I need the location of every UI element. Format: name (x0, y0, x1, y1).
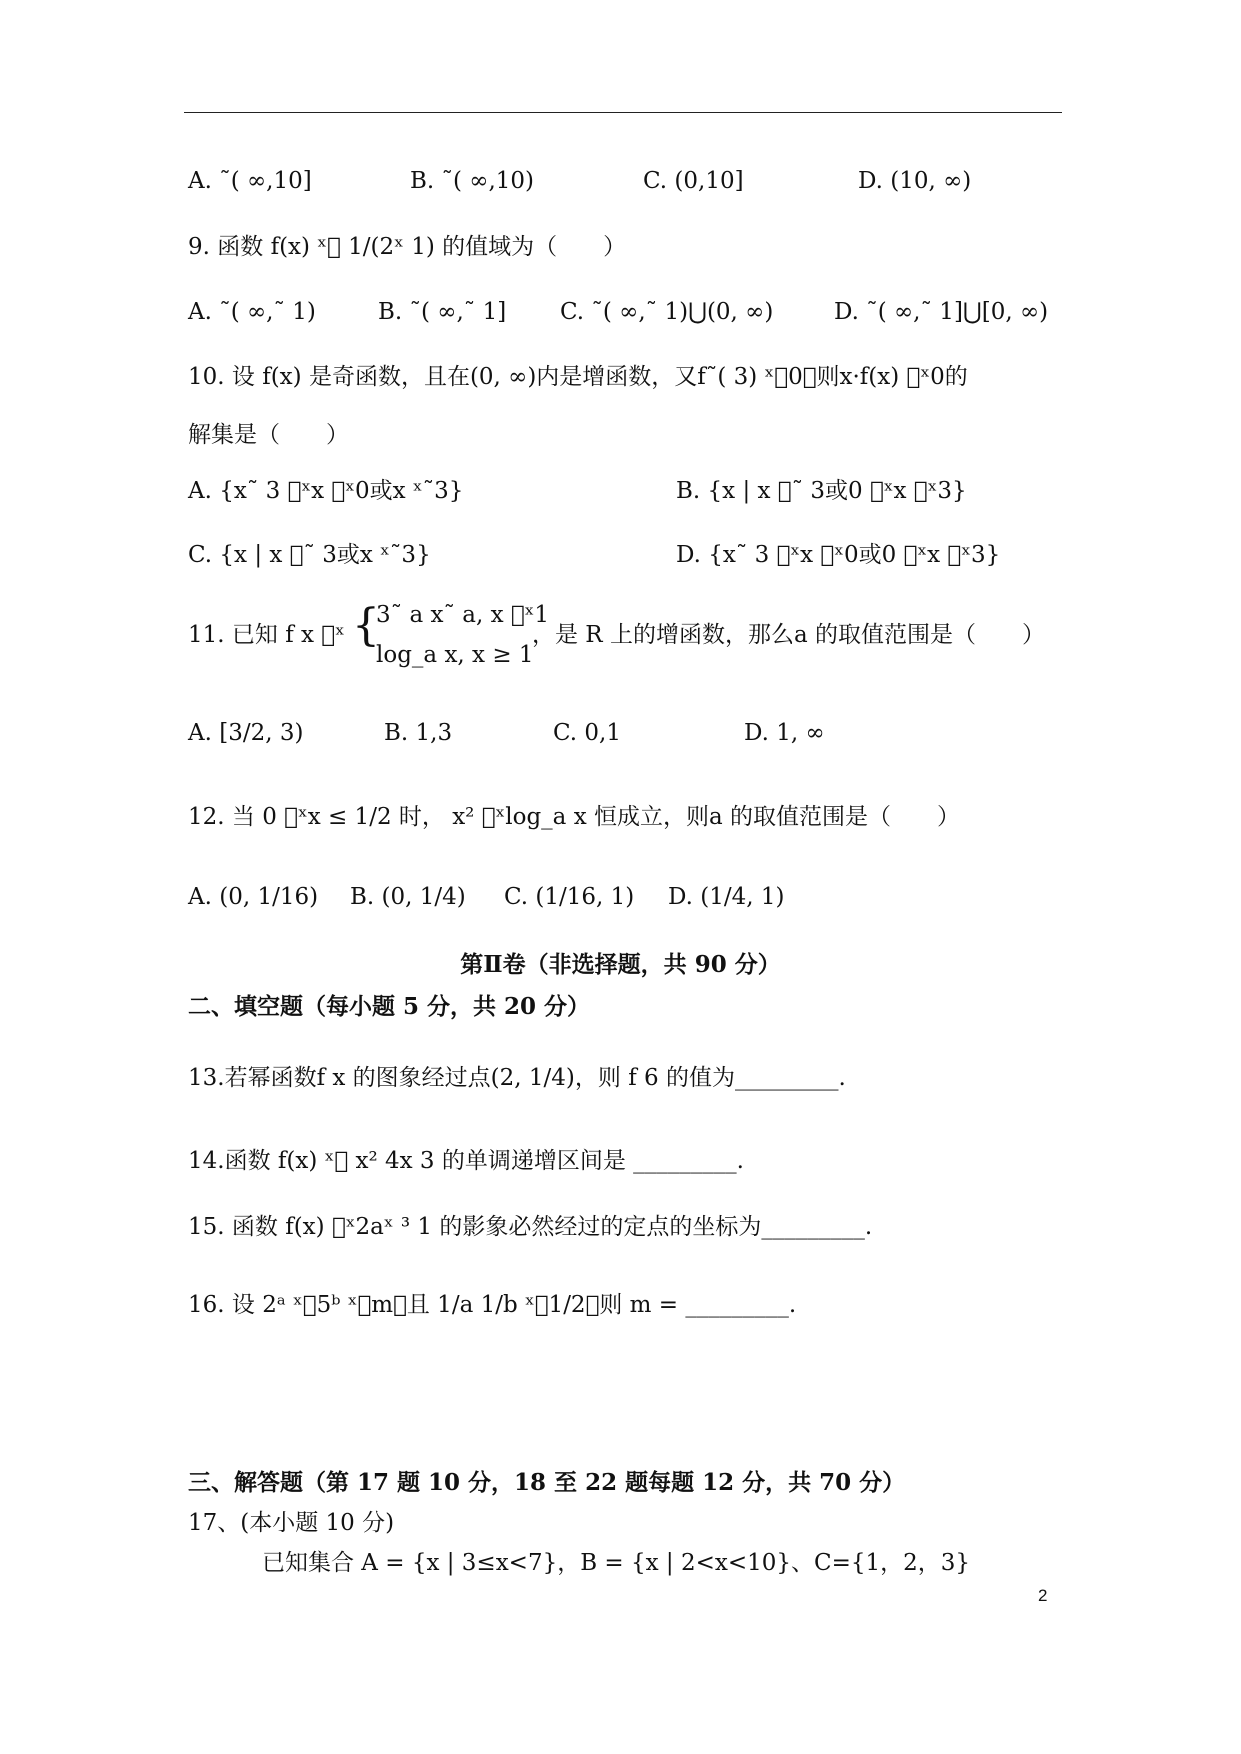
q11-case-2: log_a x, x ≥ 1 (376, 642, 534, 668)
q8-option-a: A. ˜( ∞,10] (188, 168, 312, 194)
q9-option-a: A. ˜( ∞,˜ 1) (188, 299, 316, 325)
q12-option-d: D. (1/4, 1) (668, 884, 785, 910)
q12-option-b: B. (0, 1/4) (350, 884, 466, 910)
q10-option-b: B. {x | x ᪰˜ 3或0 ᪰ˣx ᪰ˣ3} (676, 478, 967, 504)
question-12: 12. 当 0 ᪰ˣx ≤ 1/2 时， x² ᪰ˣlog_a x 恒成立，则a 的取值范围是（ ） (188, 804, 961, 830)
q11-case-1: 3˜ a x˜ a, x ᪰ˣ1 (376, 602, 550, 628)
q9-option-d: D. ˜( ∞,˜ 1]⋃[0, ∞) (834, 299, 1049, 325)
q8-option-b: B. ˜( ∞,10) (410, 168, 535, 194)
q11-option-c: C. 0,1 (553, 720, 621, 746)
question-14: 14.函数 f(x) ˣ᪰ x² 4x 3 的单调递增区间是 _________. (188, 1148, 744, 1174)
question-11-prefix: 11. 已知 f x ᪰ˣ (188, 622, 345, 648)
q9-option-c: C. ˜( ∞,˜ 1)⋃(0, ∞) (560, 299, 774, 325)
q8-option-d: D. (10, ∞) (858, 168, 972, 194)
section-3-heading: 三、解答题（第 17 题 10 分，18 至 22 题每题 12 分，共 70 分） (188, 1469, 906, 1496)
question-16: 16. 设 2ᵃ ˣ᪰5ᵇ ˣ᪰m，且 1/a 1/b ˣ᪰1/2，则 m = _________. (188, 1292, 797, 1318)
section-2-heading: 二、填空题（每小题 5 分，共 20 分） (188, 993, 591, 1020)
q10-option-a: A. {x˜ 3 ᪰ˣx ᪰ˣ0或x ˣ˜3} (188, 478, 464, 504)
question-9: 9. 函数 f(x) ˣ᪰ 1/(2ˣ 1) 的值域为（ ） (188, 234, 627, 260)
question-10-line1: 10. 设 f(x) 是奇函数，且在(0, ∞)内是增函数，又f˜( 3) ˣ᪰0，则x·f(x) ᪰ˣ0的 (188, 364, 968, 390)
question-10-line2: 解集是（ ） (188, 422, 349, 448)
q8-option-c: C. (0,10] (643, 168, 744, 194)
q11-option-b: B. 1,3 (384, 720, 453, 746)
q11-option-a: A. [3/2, 3) (188, 720, 304, 746)
q10-option-d: D. {x˜ 3 ᪰ˣx ᪰ˣ0或0 ᪰ˣx ᪰ˣ3} (676, 542, 1001, 568)
part-2-title: 第Ⅱ卷（非选择题，共 90 分） (460, 951, 781, 978)
q9-option-b: B. ˜( ∞,˜ 1] (378, 299, 507, 325)
q12-option-a: A. (0, 1/16) (188, 884, 319, 910)
q11-brace: { (352, 600, 380, 651)
q12-option-c: C. (1/16, 1) (504, 884, 635, 910)
question-17-text: 已知集合 A = {x | 3≤x<7}，B = {x | 2<x<10}、C={1，2，3} (262, 1550, 971, 1576)
q11-option-d: D. 1, ∞ (744, 720, 825, 746)
question-17-heading: 17、(本小题 10 分) (188, 1510, 395, 1536)
header-rule (184, 112, 1062, 113)
question-13: 13.若幂函数f x 的图象经过点(2, 1/4)，则 f 6 的值为_________. (188, 1065, 846, 1091)
question-11-suffix: ，是 R 上的增函数，那么a 的取值范围是（ ） (532, 622, 1045, 648)
question-15: 15. 函数 f(x) ᪰ˣ2aˣ ³ 1 的影象必然经过的定点的坐标为_________. (188, 1214, 873, 1240)
q10-option-c: C. {x | x ᪰˜ 3或x ˣ˜3} (188, 542, 431, 568)
page-number: 2 (1038, 1586, 1048, 1605)
